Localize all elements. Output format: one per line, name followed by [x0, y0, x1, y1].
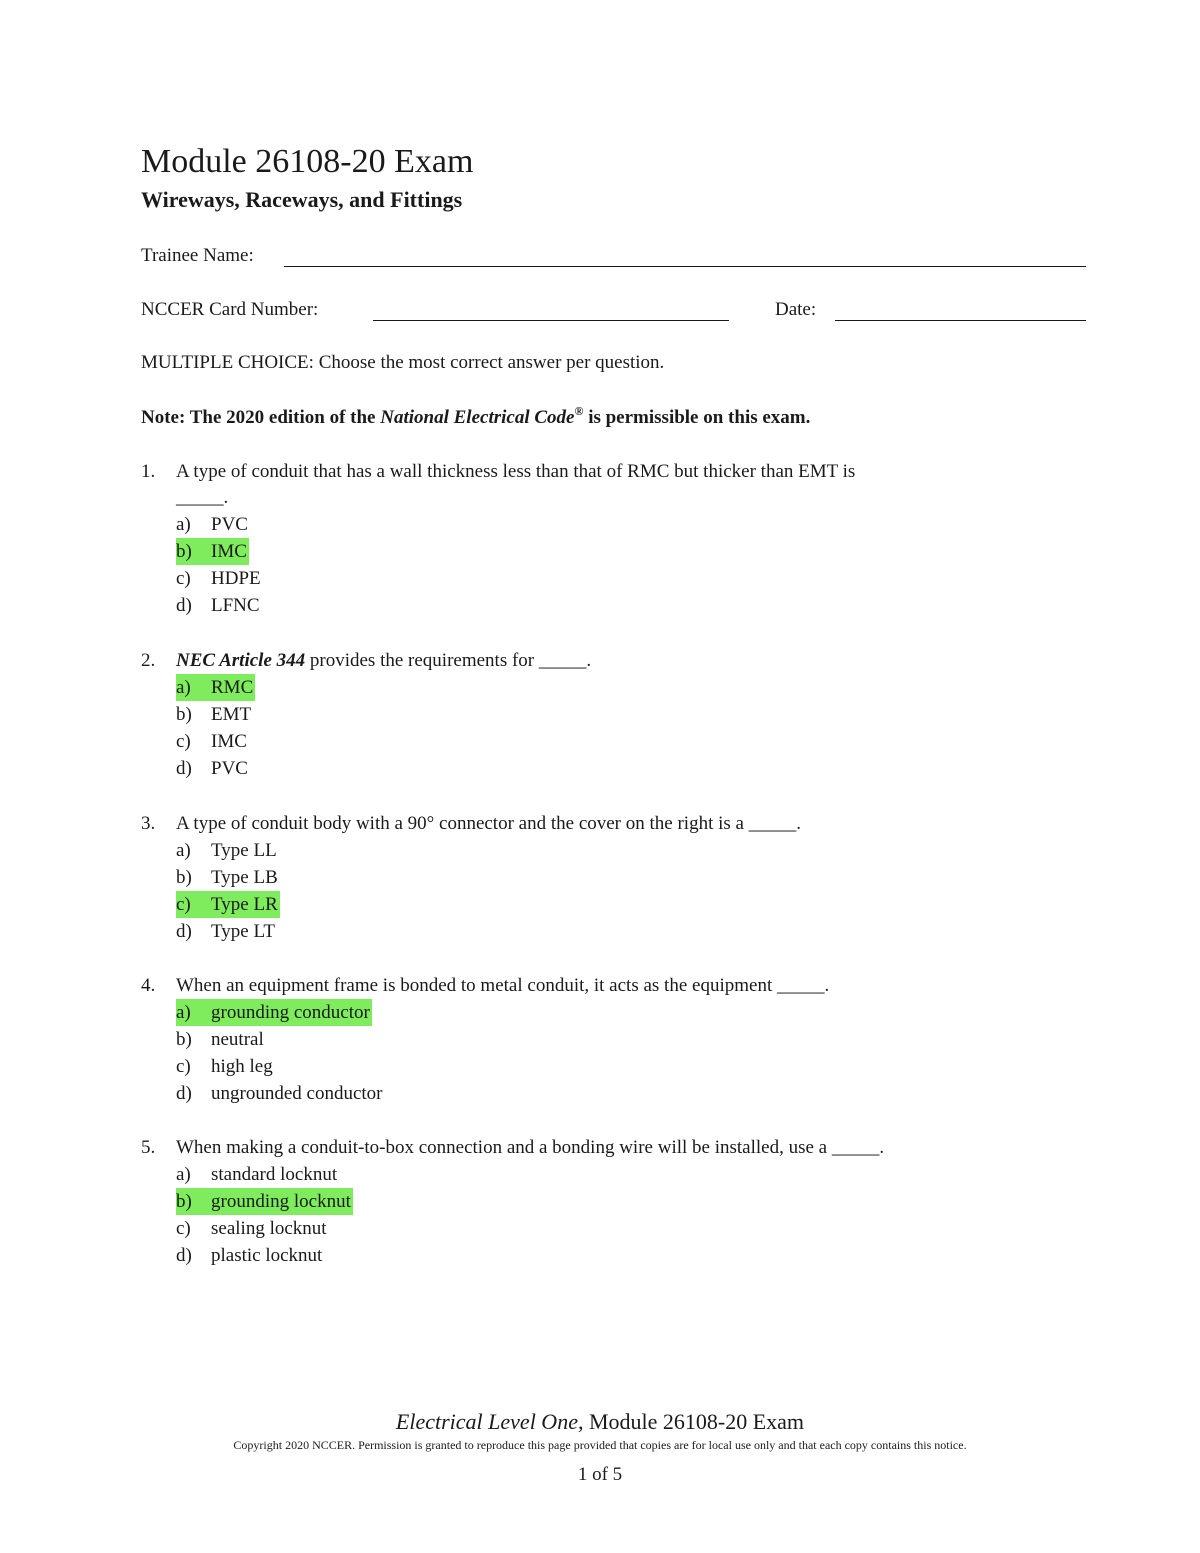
option-text: LFNC	[211, 595, 260, 616]
option-text: high leg	[211, 1056, 273, 1077]
trainee-name-row	[141, 244, 1086, 268]
option-d[interactable]	[176, 592, 676, 619]
option-b[interactable]	[176, 1188, 676, 1215]
option-letter: a)	[176, 1002, 191, 1023]
option-letter: d)	[176, 1083, 192, 1104]
card-number-field[interactable]	[373, 320, 729, 321]
option-letter: a)	[176, 514, 191, 535]
option-letter: d)	[176, 1245, 192, 1266]
option-a[interactable]	[176, 999, 676, 1026]
option-letter: a)	[176, 1164, 191, 1185]
option-text: standard locknut	[211, 1164, 338, 1185]
option-text: Type LB	[211, 867, 278, 888]
registered-mark: ®	[574, 404, 584, 418]
footer-title	[141, 1408, 1059, 1436]
option-letter: c)	[176, 1056, 191, 1077]
question-text: When an equipment frame is bonded to metal conduit, it acts as the equipment _____.	[176, 975, 830, 996]
note-code-name: National Electrical Code	[380, 407, 575, 428]
options-list	[176, 837, 676, 945]
exam-page	[141, 0, 1086, 1553]
option-text: grounding conductor	[211, 1002, 370, 1023]
option-text: IMC	[211, 731, 247, 752]
option-letter: d)	[176, 758, 192, 779]
option-text: Type LT	[211, 921, 275, 942]
option-a[interactable]	[176, 674, 676, 701]
option-text: neutral	[211, 1029, 264, 1050]
option-letter: d)	[176, 921, 192, 942]
option-text: PVC	[211, 514, 248, 535]
option-b[interactable]	[176, 538, 676, 565]
card-number-label: NCCER Card Number:	[141, 299, 319, 320]
option-letter: c)	[176, 894, 191, 915]
page-number: 1 of 5	[577, 1464, 623, 1485]
option-c[interactable]	[176, 565, 676, 592]
copyright-notice: Copyright 2020 NCCER. Permission is granted to reproduce this page provided that copies are for local use only and that each copy contains this notice.	[233, 1438, 967, 1452]
question-text-rest: provides the requirements for _____.	[305, 650, 592, 671]
question-number: 4.	[141, 975, 156, 996]
option-letter: b)	[176, 867, 192, 888]
option-text: grounding locknut	[211, 1191, 351, 1212]
option-letter: b)	[176, 541, 192, 562]
question-text	[176, 458, 1056, 511]
option-letter: a)	[176, 677, 191, 698]
option-text: IMC	[211, 541, 247, 562]
option-b[interactable]	[176, 1026, 676, 1053]
question-text: When making a conduit-to-box connection and a bonding wire will be installed, use a _____.	[176, 1137, 885, 1158]
option-letter: b)	[176, 1029, 192, 1050]
option-text: Type LR	[211, 894, 278, 915]
option-a[interactable]	[176, 837, 676, 864]
option-c[interactable]	[176, 1053, 676, 1080]
option-d[interactable]	[176, 1080, 676, 1107]
option-text: HDPE	[211, 568, 261, 589]
option-letter: b)	[176, 1191, 192, 1212]
card-date-row	[141, 298, 1086, 322]
option-text: Type LL	[211, 840, 277, 861]
note-prefix: Note: The 2020 edition of the	[141, 407, 381, 428]
footer-course-italic: Electrical Level One,	[395, 1409, 584, 1434]
options-list	[176, 1161, 676, 1269]
option-letter: c)	[176, 568, 191, 589]
date-label: Date:	[775, 299, 817, 320]
option-a[interactable]	[176, 511, 676, 538]
date-field[interactable]	[835, 320, 1086, 321]
question-number: 1.	[141, 461, 156, 482]
options-list	[176, 999, 676, 1107]
option-letter: c)	[176, 731, 191, 752]
option-letter: c)	[176, 1218, 191, 1239]
option-d[interactable]	[176, 755, 676, 782]
note-suffix: is permissible on this exam.	[583, 407, 811, 428]
page-subtitle: Wireways, Raceways, and Fittings	[141, 187, 463, 212]
option-c[interactable]	[176, 891, 676, 918]
option-c[interactable]	[176, 1215, 676, 1242]
option-text: PVC	[211, 758, 248, 779]
option-text: sealing locknut	[211, 1218, 327, 1239]
option-text: RMC	[211, 677, 254, 698]
option-b[interactable]	[176, 701, 676, 728]
option-letter: a)	[176, 840, 191, 861]
page-title: Module 26108-20 Exam	[141, 143, 474, 180]
question-text	[176, 647, 1056, 674]
trainee-name-field[interactable]	[284, 266, 1086, 267]
question-number: 5.	[141, 1137, 156, 1158]
question-text-line: _____.	[176, 487, 229, 508]
option-a[interactable]	[176, 1161, 676, 1188]
option-text: plastic locknut	[211, 1245, 323, 1266]
nec-article-reference: NEC Article 344	[176, 650, 306, 671]
instructions: MULTIPLE CHOICE: Choose the most correct answer per question.	[141, 352, 665, 373]
option-text: EMT	[211, 704, 252, 725]
note	[141, 405, 810, 431]
question-number: 3.	[141, 813, 156, 834]
option-letter: b)	[176, 704, 192, 725]
option-b[interactable]	[176, 864, 676, 891]
option-d[interactable]	[176, 918, 676, 945]
option-letter: d)	[176, 595, 192, 616]
options-list	[176, 674, 676, 782]
option-c[interactable]	[176, 728, 676, 755]
trainee-name-label: Trainee Name:	[141, 245, 254, 266]
option-text: ungrounded conductor	[211, 1083, 383, 1104]
question-text-line: A type of conduit that has a wall thickness less than that of RMC but thicker than EMT is	[176, 461, 856, 482]
footer-course-rest: Module 26108-20 Exam	[583, 1409, 805, 1434]
option-d[interactable]	[176, 1242, 676, 1269]
options-list	[176, 511, 676, 619]
question-text: A type of conduit body with a 90° connector and the cover on the right is a _____.	[176, 813, 801, 834]
question-number: 2.	[141, 650, 156, 671]
